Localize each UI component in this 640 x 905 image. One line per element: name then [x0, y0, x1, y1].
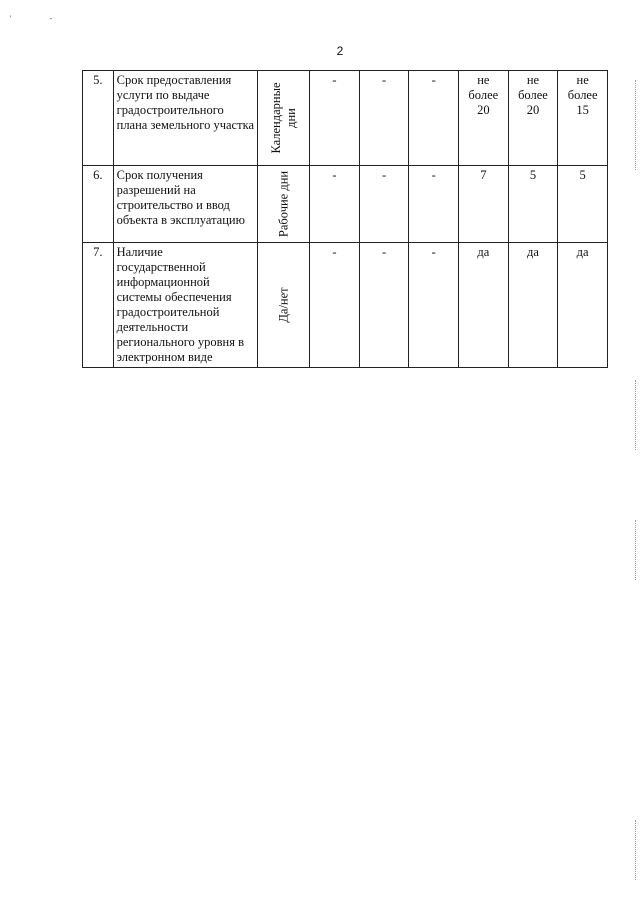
value-cell: -	[359, 243, 409, 368]
unit-label	[276, 171, 291, 237]
value-cell: да	[459, 243, 509, 368]
value-cell: да	[558, 243, 608, 368]
row-number: 5.	[83, 71, 114, 166]
scan-edge-mark	[634, 380, 636, 450]
indicator-name: Наличие государственной информационной системы обеспечения градостроительной деятельности регионального уровня в электронном виде	[113, 243, 258, 368]
value-cell: -	[310, 166, 360, 243]
table-row	[83, 71, 608, 166]
unit-label	[276, 287, 291, 322]
scan-specks: ' -	[10, 14, 71, 23]
value-cell: -	[310, 243, 360, 368]
unit-label	[269, 82, 299, 153]
value-cell: -	[409, 71, 459, 166]
value-cell: не более 15	[558, 71, 608, 166]
indicator-name: Срок получения разрешений на строительство и ввод объекта в эксплуатацию	[113, 166, 258, 243]
unit-cell	[258, 166, 310, 243]
unit-cell	[258, 243, 310, 368]
value-cell: -	[359, 71, 409, 166]
value-cell: -	[409, 166, 459, 243]
value-cell: да	[508, 243, 558, 368]
table-row	[83, 243, 608, 368]
value-cell: -	[359, 166, 409, 243]
row-number: 6.	[83, 166, 114, 243]
scan-edge-mark	[634, 80, 636, 170]
unit-line: Рабочие дни	[276, 170, 291, 238]
unit-line: Да/нет	[276, 287, 291, 323]
value-cell: 5	[508, 166, 558, 243]
value-cell: 5	[558, 166, 608, 243]
unit-line: дни	[283, 108, 298, 128]
unit-line: Календарные	[268, 82, 283, 154]
value-cell: не более 20	[459, 71, 509, 166]
page-number: 2	[336, 44, 344, 58]
scan-edge-mark	[634, 820, 636, 880]
indicator-name: Срок предоставления услуги по выдаче градостроительного плана земельного участка	[113, 71, 258, 166]
unit-cell	[258, 71, 310, 166]
table-row	[83, 166, 608, 243]
row-number: 7.	[83, 243, 114, 368]
value-cell: -	[409, 243, 459, 368]
value-cell: не более 20	[508, 71, 558, 166]
value-cell: -	[310, 71, 360, 166]
scan-edge-mark	[634, 520, 636, 580]
value-cell: 7	[459, 166, 509, 243]
indicators-table	[82, 70, 608, 368]
